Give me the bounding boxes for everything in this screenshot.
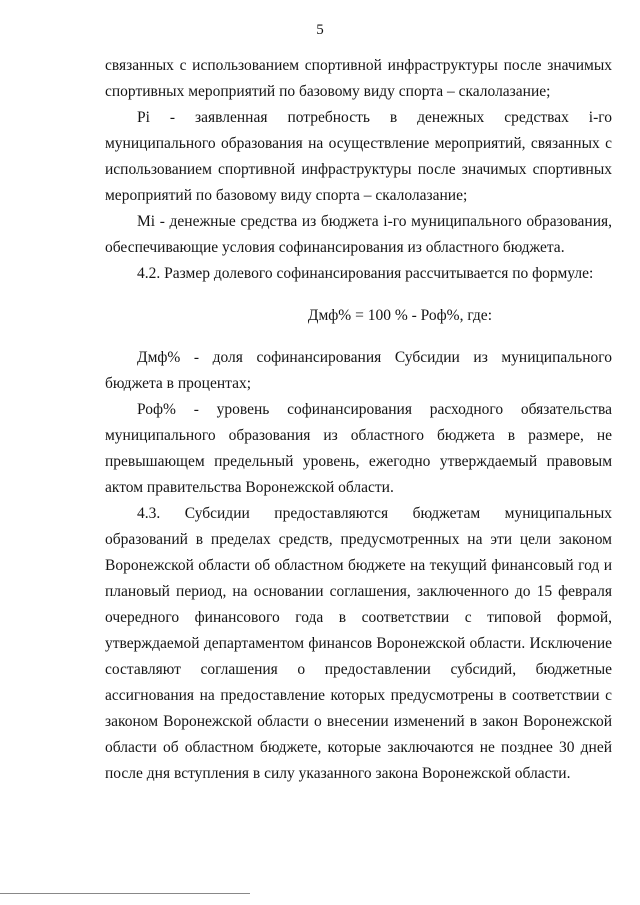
paragraph-section-4-2: 4.2. Размер долевого софинансирования рассчитывается по формуле: xyxy=(137,265,594,282)
paragraph-rof-definition: Роф% - уровень софинансирования расходного обязательства муниципального образования из областного бюджета в размере, не превышающем предельный уровень, ежегодно утверждаемый правовым актом правительства Воронежской области. xyxy=(105,401,612,496)
formula: Дмф% = 100 % - Роф%, где: xyxy=(307,307,492,324)
paragraph-mi-definition: Mi - денежные средства из бюджета i-го муниципального образования, обеспечивающие условия софинансирования из областного бюджета. xyxy=(105,213,612,256)
paragraph-continuation: связанных с использованием спортивной инфраструктуры после значимых спортивных мероприятий по базовому виду спорта – скалолазание; xyxy=(105,57,612,100)
paragraph-section-4-3: 4.3. Субсидии предоставляются бюджетам муниципальных образований в пределах средств, предусмотренных на эти цели законом Воронежской области об областном бюджете на текущий финансовый год и плановый период, на основании соглашения, заключенного до 15 февраля очередного финансового года в соответствии с типовой формой, утверждаемой департаментом финансов Воронежской области. Исключение составляют соглашения о предоставлении субсидий, бюджетные ассигнования на предоставление которых предусмотрены в соответствии с законом Воронежской области о внесении изменений в закон Воронежской области об областном бюджете, которые заключаются не позднее 30 дней после дня вступления в силу указанного закона Воронежской области. xyxy=(105,505,612,782)
page-number: 5 xyxy=(316,22,324,38)
document-body xyxy=(105,53,612,787)
paragraph-pi-definition: Pi - заявленная потребность в денежных средствах i-го муниципального образования на осуществление мероприятий, связанных с использованием спортивной инфраструктуры после значимых спортивных мероприятий по базовому виду спорта – скалолазание; xyxy=(105,109,612,204)
paragraph-dmf-definition: Дмф% - доля софинансирования Субсидии из муниципального бюджета в процентах; xyxy=(105,349,612,392)
footer-divider xyxy=(0,893,250,894)
